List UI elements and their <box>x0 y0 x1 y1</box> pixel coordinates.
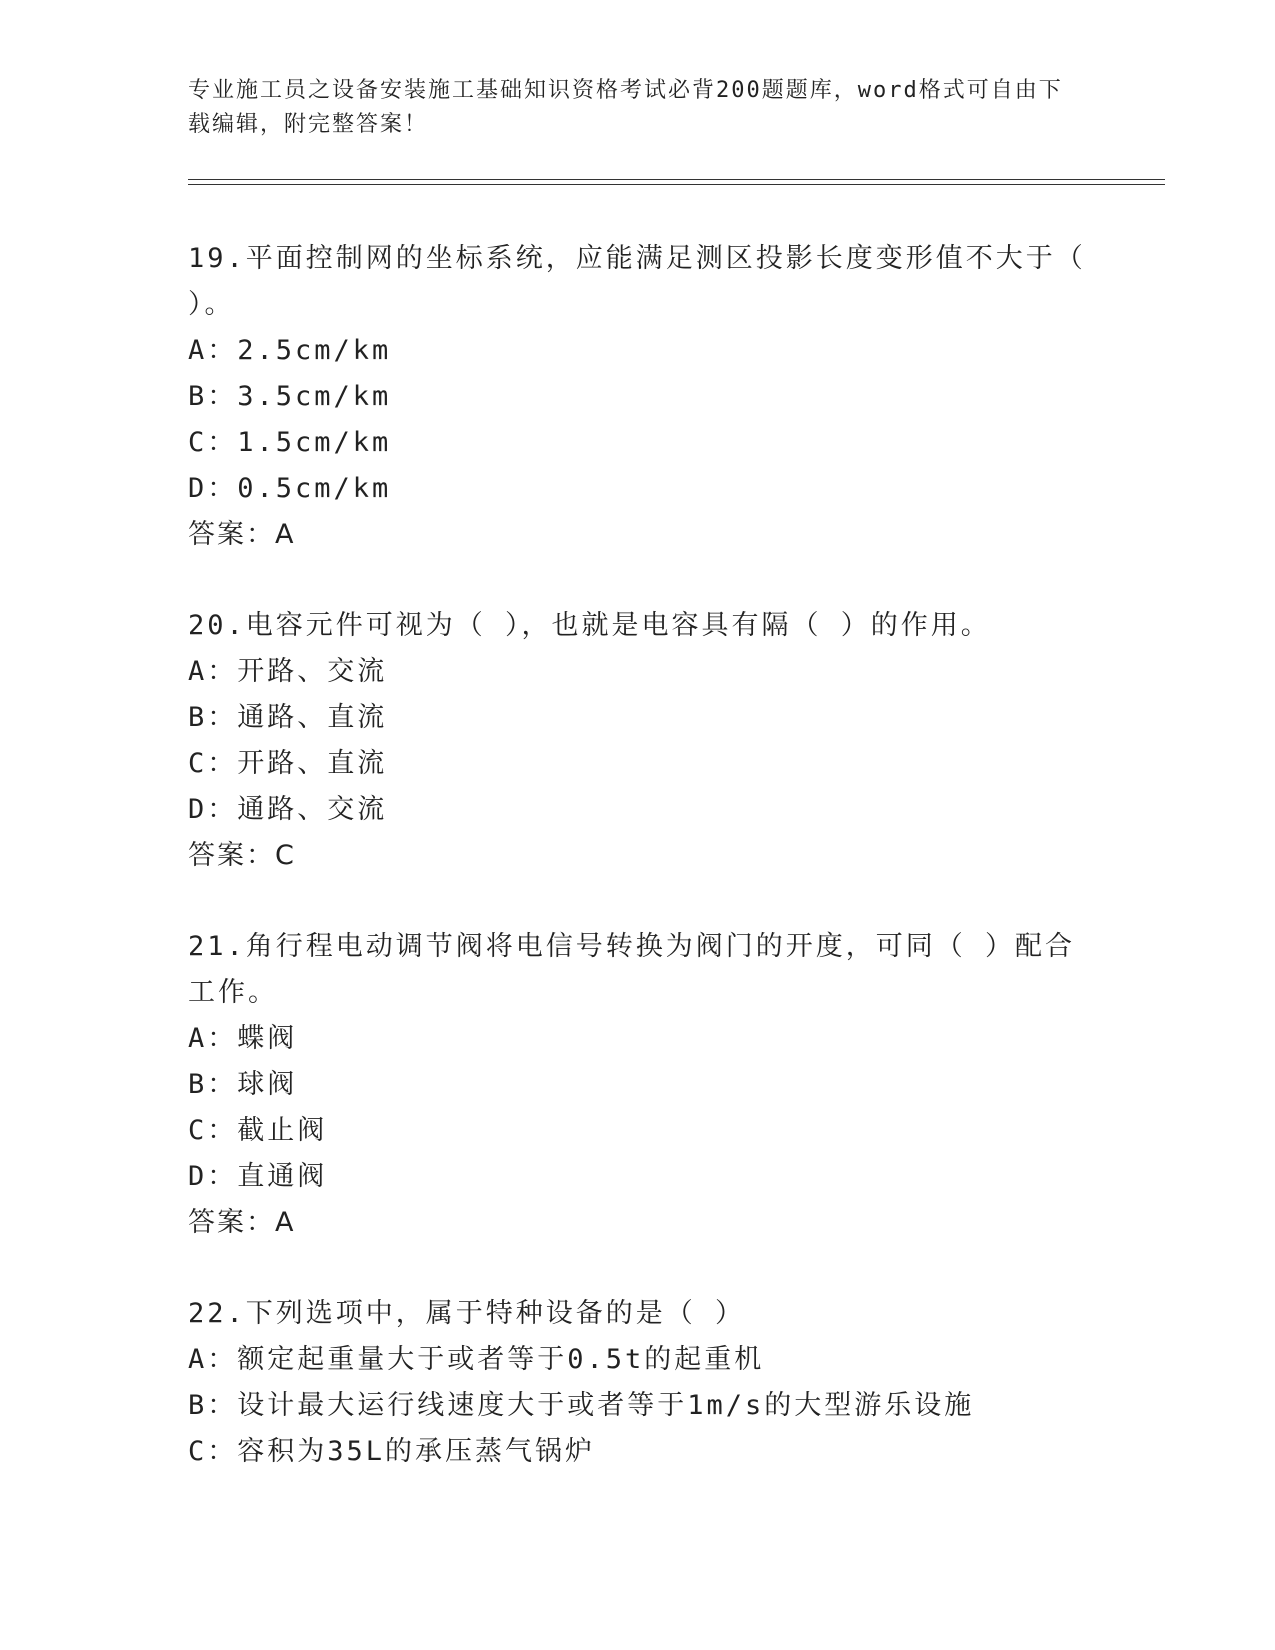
option-c: C：1.5cm/km <box>188 427 392 458</box>
question-20 <box>188 603 1088 879</box>
header-divider-top <box>188 179 1165 180</box>
answer-line: 答案：A <box>188 519 296 550</box>
option-c: C：截止阀 <box>188 1115 328 1146</box>
option-a: A：开路、交流 <box>188 656 388 687</box>
question-list <box>188 236 1088 1520</box>
question-stem: 21.角行程电动调节阀将电信号转换为阀门的开度，可同（ ）配合工作。 <box>188 931 1076 1008</box>
option-b: B：球阀 <box>188 1069 298 1100</box>
answer-line: 答案：A <box>188 1207 296 1238</box>
option-d: D：0.5cm/km <box>188 473 392 504</box>
option-b: B：通路、直流 <box>188 702 388 733</box>
answer-line: 答案：C <box>188 840 296 871</box>
option-d: D：直通阀 <box>188 1161 328 1192</box>
option-d: D：通路、交流 <box>188 794 388 825</box>
option-a: A：2.5cm/km <box>188 335 392 366</box>
question-19 <box>188 236 1088 558</box>
question-stem: 19.平面控制网的坐标系统，应能满足测区投影长度变形值不大于（ ）。 <box>188 243 1086 320</box>
option-c: C：容积为35L的承压蒸气锅炉 <box>188 1436 596 1467</box>
option-b: B：设计最大运行线速度大于或者等于1m/s的大型游乐设施 <box>188 1390 975 1421</box>
question-stem: 20.电容元件可视为（ ），也就是电容具有隔（ ）的作用。 <box>188 610 991 641</box>
question-22 <box>188 1291 1088 1475</box>
option-a: A：额定起重量大于或者等于0.5t的起重机 <box>188 1344 765 1375</box>
document-header: 专业施工员之设备安装施工基础知识资格考试必背200题题库，word格式可自由下载编辑，附完整答案！ <box>188 78 1063 137</box>
option-c: C：开路、直流 <box>188 748 388 779</box>
question-stem: 22.下列选项中，属于特种设备的是（ ） <box>188 1298 746 1329</box>
question-21 <box>188 924 1088 1246</box>
header-divider-bottom <box>188 184 1165 185</box>
option-a: A：蝶阀 <box>188 1023 298 1054</box>
option-b: B：3.5cm/km <box>188 381 392 412</box>
